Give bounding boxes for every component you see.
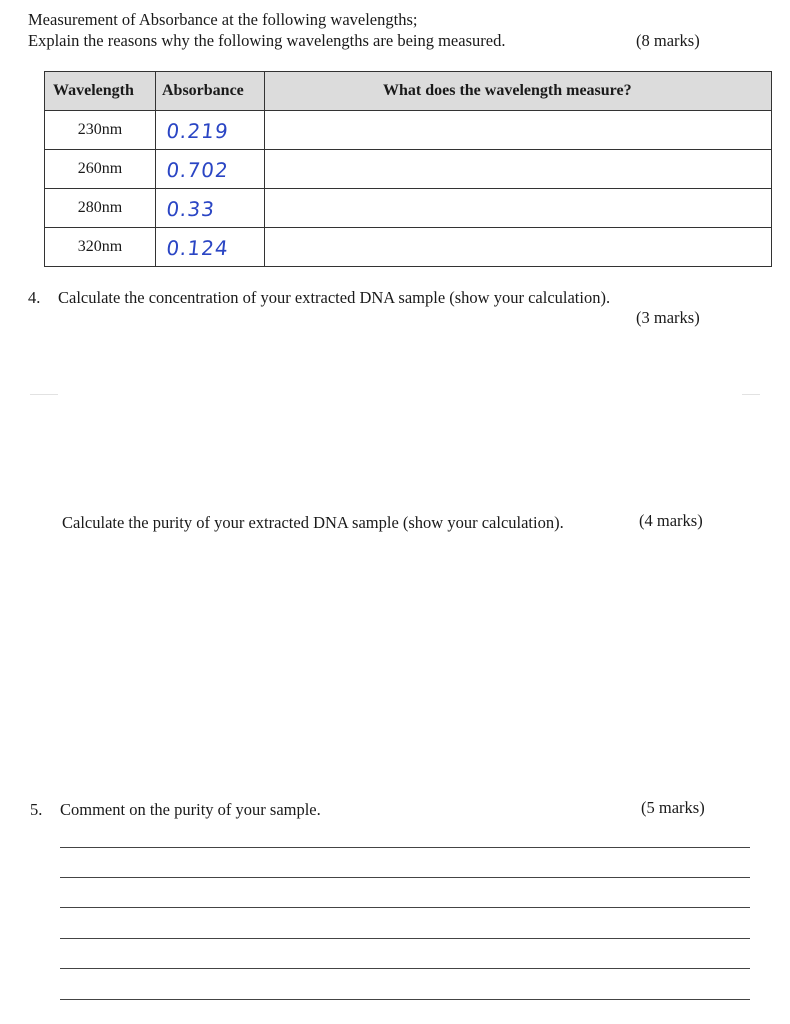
q4-text: Calculate the concentration of your extracted DNA sample (show your calculation). <box>58 288 611 307</box>
measure-cell[interactable] <box>265 189 772 228</box>
header-absorbance: Absorbance <box>156 72 265 111</box>
measure-cell[interactable] <box>265 150 772 189</box>
table-header-row <box>45 72 772 111</box>
header-what-measure: What does the wavelength measure? <box>265 72 772 111</box>
answer-line[interactable] <box>60 847 750 848</box>
q5-number: 5. <box>30 800 43 819</box>
absorbance-cell[interactable]: 0.219 <box>153 111 266 150</box>
q5-marks: (5 marks) <box>641 798 705 817</box>
table-row <box>45 228 772 267</box>
intro-line-2: Explain the reasons why the following wavelengths are being measured. <box>28 31 506 50</box>
absorbance-table <box>44 71 772 267</box>
scan-mark <box>742 394 760 395</box>
wavelength-cell: 320nm <box>45 228 156 267</box>
answer-line[interactable] <box>60 907 750 908</box>
table-row <box>45 111 772 150</box>
wavelength-cell: 260nm <box>45 150 156 189</box>
answer-line[interactable] <box>60 938 750 939</box>
wavelength-cell: 280nm <box>45 189 156 228</box>
header-wavelength: Wavelength <box>45 72 156 111</box>
purity-text: Calculate the purity of your extracted DNA sample (show your calculation). <box>62 513 564 532</box>
purity-marks: (4 marks) <box>639 511 703 530</box>
intro-marks: (8 marks) <box>636 31 700 50</box>
absorbance-cell[interactable]: 0.124 <box>153 228 266 267</box>
wavelength-cell: 230nm <box>45 111 156 150</box>
table-row <box>45 189 772 228</box>
absorbance-cell[interactable]: 0.702 <box>153 150 266 189</box>
q4-number: 4. <box>28 288 41 307</box>
q4-marks: (3 marks) <box>636 308 700 327</box>
answer-line[interactable] <box>60 877 750 878</box>
measure-cell[interactable] <box>265 228 772 267</box>
scan-mark <box>30 394 58 395</box>
answer-line[interactable] <box>60 999 750 1000</box>
answer-line[interactable] <box>60 968 750 969</box>
q5-text: Comment on the purity of your sample. <box>60 800 321 819</box>
absorbance-cell[interactable]: 0.33 <box>153 189 266 228</box>
table-row <box>45 150 772 189</box>
measure-cell[interactable] <box>265 111 772 150</box>
intro-line-1: Measurement of Absorbance at the following wavelengths; <box>28 10 418 29</box>
